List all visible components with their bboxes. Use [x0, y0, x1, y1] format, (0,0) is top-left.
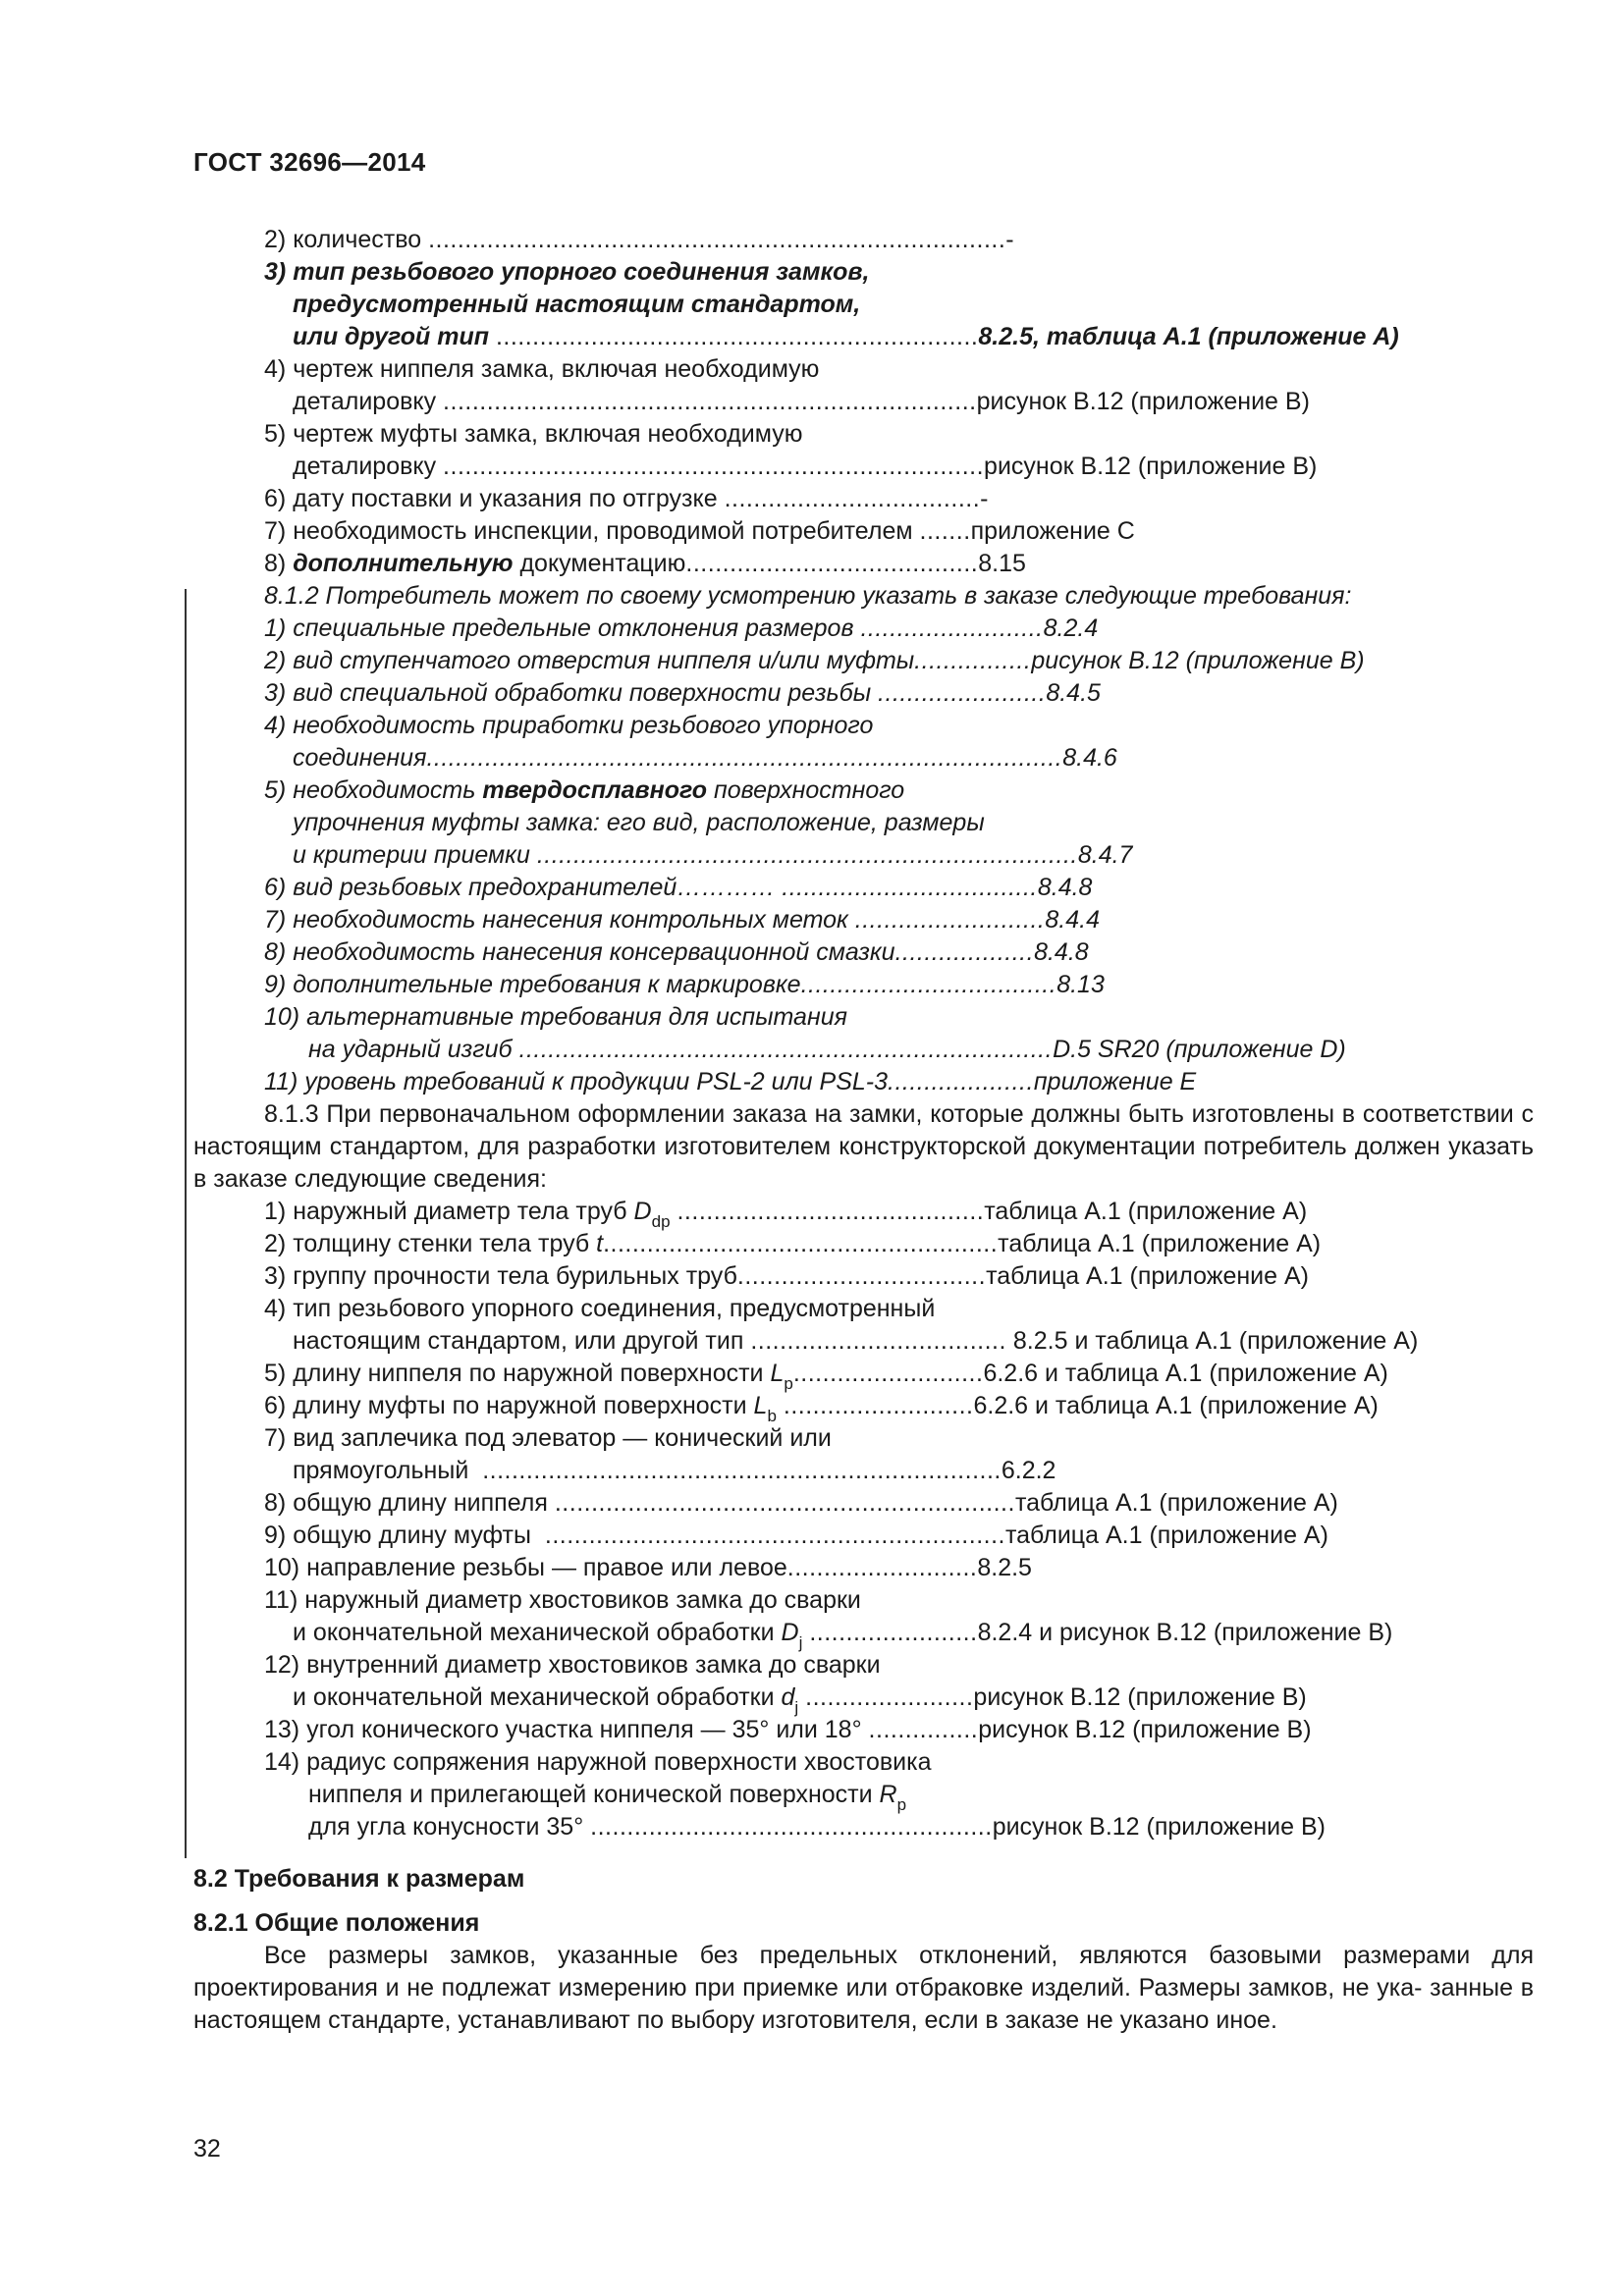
- clause-8-1-3: 8.1.3 При первоначальном оформлении заказа на замки, которые должны быть изготовлены в соответствии с настоящим стандартом, для разработки изготовителем конструкторской документации потребитель должен указать в заказе следующие сведения:: [193, 1100, 1534, 1193]
- list-item: 8) общую длину ниппеля ...............................................................таблица А.1 (приложение А): [264, 1489, 1338, 1517]
- list-item: 5) необходимость твердосплавного поверхностного: [264, 776, 905, 804]
- list-item: 6) вид резьбовых предохранителей………… ...................................8.4.8: [264, 874, 1093, 901]
- revision-bar: [185, 589, 187, 1858]
- list-item: 9) общую длину муфты ...............................................................таблица А.1 (приложение А): [264, 1522, 1328, 1549]
- list-item: 3) вид специальной обработки поверхности резьбы .......................8.4.5: [264, 679, 1101, 707]
- clause-8-2-1-text: Все размеры замков, указанные без предельных отклонений, являются базовыми размерами для проектирования и не подлежат измерению при приемке или отбраковке изделий. Размеры замков, не ука- занные в настоящем стандарте, устанавливают по выбору изготовителя, если в заказе не указано иное.: [193, 1942, 1534, 2034]
- list-item: 8) дополнительную документацию........................................8.15: [264, 550, 1026, 577]
- list-item: 14) радиус сопряжения наружной поверхности хвостовика: [264, 1748, 932, 1776]
- list-item: 2) толщину стенки тела труб t......................................................таблица А.1 (приложение А): [264, 1230, 1322, 1257]
- list-item: 8) необходимость нанесения консервационной смазки...................8.4.8: [264, 938, 1089, 966]
- list-item: 13) угол конического участка ниппеля — 35° или 18° ...............рисунок В.12 (приложение В): [264, 1716, 1312, 1743]
- list-item: 2) количество ...............................................................................-: [264, 226, 1014, 253]
- list-item: 4) тип резьбового упорного соединения, предусмотренный: [264, 1295, 936, 1322]
- list-item: 5) чертеж муфты замка, включая необходимую: [264, 420, 803, 448]
- list-item: 2) вид ступенчатого отверстия ниппеля и/или муфты................рисунок В.12 (приложение В): [264, 647, 1365, 674]
- list-item: 10) направление резьбы — правое или левое..........................8.2.5: [264, 1554, 1032, 1581]
- list-item: 12) внутренний диаметр хвостовиков замка до сварки: [264, 1651, 881, 1679]
- page-number: 32: [193, 2135, 221, 2163]
- document-header: ГОСТ 32696—2014: [193, 147, 426, 177]
- list-item: 11) уровень требований к продукции PSL-2 или PSL-3....................приложение Е: [264, 1068, 1197, 1095]
- list-item: 4) необходимость приработки резьбового упорного: [264, 712, 874, 739]
- list-item: 3) тип резьбового упорного соединения замков,: [264, 258, 870, 286]
- list-item: 3) группу прочности тела бурильных труб..................................таблица А.1 (приложение А): [264, 1262, 1309, 1290]
- list-item: 7) необходимость инспекции, проводимой потребителем .......приложение С: [264, 517, 1135, 545]
- section-heading-8-2: 8.2 Требования к размерам: [193, 1865, 525, 1893]
- list-item: 6) дату поставки и указания по отгрузке ...................................-: [264, 485, 989, 512]
- document-body: 2) количество ...............................................................................- 3) тип резьбового упорного соединения замков, предусмотренный настоящим стандартом, или другой тип ..................................................................8.2.5, таблица А.1 (приложение А) 4) чертеж ниппеля замка, включая необходимую деталировку .........................................................................рисунок В.12 (приложение В) 5) чертеж муфты замка, включая необходимую деталировку ..........................................................................рисунок В.12 (приложение В) 6) дату поставки и указания по отгрузке ...................................- 7) необходимость инспекции, проводимой потребителем .......приложение С 8) дополнительную документацию........................................8.15 8.1.2 Потребитель может по своему усмотрению указать в заказе следующие требования: 1) специальные предельные отклонения размеров .........................8.2.4 2) вид ступенчатого отверстия ниппеля и/или муфты................рисунок В.12 (приложение В) 3) вид специальной обработки поверхности резьбы .......................8.4.5 4) необходимость приработки резьбового упорного соединения.......................................................................................8.4.6 5) необходимость твердосплавного поверхностного упрочнения муфты замка: его вид, расположение, размеры и критерии приемки ..........................................................................8.4.7 6) вид резьбовых предохранителей………… ...................................8.4.8 7) необходимость нанесения контрольных меток ..........................8.4.4 8) необходимость нанесения консервационной смазки...................8.4.8 9) дополнительные требования к маркировке...................................8.13 10) альтернативные требования для испытания на ударный изгиб .........................................................................D.5 SR20 (приложение D) 11) уровень требований к продукции PSL-2 или PSL-3....................приложение Е 8.1.3 При первоначальном оформлении заказа на замки, которые должны быть изготовлены в соответствии с настоящим стандартом, для разработки изготовителем конструкторской документации потребитель должен указать в заказе следующие сведения: 1) наружный диаметр тела труб $D_{dp}$ ..........................................таблица А.1 (приложение А) 2) толщину стенки тела труб t......................................................таблица А.1 (приложение А) 3) группу прочности тела бурильных труб..................................таблица А.1 (приложение А) 4) тип резьбового упорного соединения, предусмотренный настоящим стандартом, или другой тип ................................... 8.2.5 и таблица А.1 (приложение А) 5) длину ниппеля по наружной поверхности $L_p..........................6.2.6$ и таблица А.1 (приложение А) 6) длину муфты по наружной поверхности $L_b$ ..........................6.2.6 и таблица А.1 (приложение А) 7) вид заплечика под элеватор — конический или прямоугольный .......................................................................6.2.2 8) общую длину ниппеля ...............................................................таблица А.1 (приложение А) 9) общую длину муфты ...............................................................таблица А.1 (приложение А) 10) направление резьбы — правое или левое..........................8.2.5 11) наружный диаметр хвостовиков замка до сварки и окончательной механической обработки $D_j$ .......................8.2.4 и рисунок В.12 (приложение В) 12) внутренний диаметр хвостовиков замка до сварки и окончательной механической обработки $d_j$ .......................рисунок В.12 (приложение В) 13) угол конического участка ниппеля — 35° или 18° ...............рисунок В.12 (приложение В) 14) радиус сопряжения наружной поверхности хвостовика ниппеля и прилегающей конической поверхности $R_p$ для угла конусности 35° .......................................................рисунок В.12 (приложение В) 8.2 Требования к размерам 8.2.1 Общие положения Все размеры замков, указанные без предельных отклонений, являются базовыми размерами для проектирования и не подлежат измерению при приемке или отбраковке изделий. Размеры замков, не ука- занные в настоящем стандарте, устанавливают по выбору изготовителя, если в заказе не указано иное.: [193, 224, 1534, 2037]
- list-item: 1) специальные предельные отклонения размеров .........................8.2.4: [264, 614, 1099, 642]
- list-item: 9) дополнительные требования к маркировке...................................8.13: [264, 971, 1105, 998]
- list-item: 1) наружный диаметр тела труб $D_{dp}$ ..........................................таблица А.1 (приложение А): [264, 1198, 1308, 1231]
- clause-8-1-2: 8.1.2 Потребитель может по своему усмотрению указать в заказе следующие требования:: [264, 582, 1352, 610]
- list-item: 7) необходимость нанесения контрольных меток ..........................8.4.4: [264, 906, 1100, 934]
- list-item: 10) альтернативные требования для испытания: [264, 1003, 847, 1031]
- list-item: 11) наружный диаметр хвостовиков замка до сварки: [264, 1586, 861, 1614]
- list-item: 5) длину ниппеля по наружной поверхности $L_p..........................6.2.6$ и таблица А.1 (приложение А): [264, 1360, 1388, 1393]
- section-heading-8-2-1: 8.2.1 Общие положения: [193, 1909, 480, 1937]
- list-item: 7) вид заплечика под элеватор — конический или: [264, 1424, 832, 1452]
- list-item: 4) чертеж ниппеля замка, включая необходимую: [264, 355, 820, 383]
- list-item: 6) длину муфты по наружной поверхности $L_b$ ..........................6.2.6 и таблица А.1 (приложение А): [264, 1392, 1379, 1425]
